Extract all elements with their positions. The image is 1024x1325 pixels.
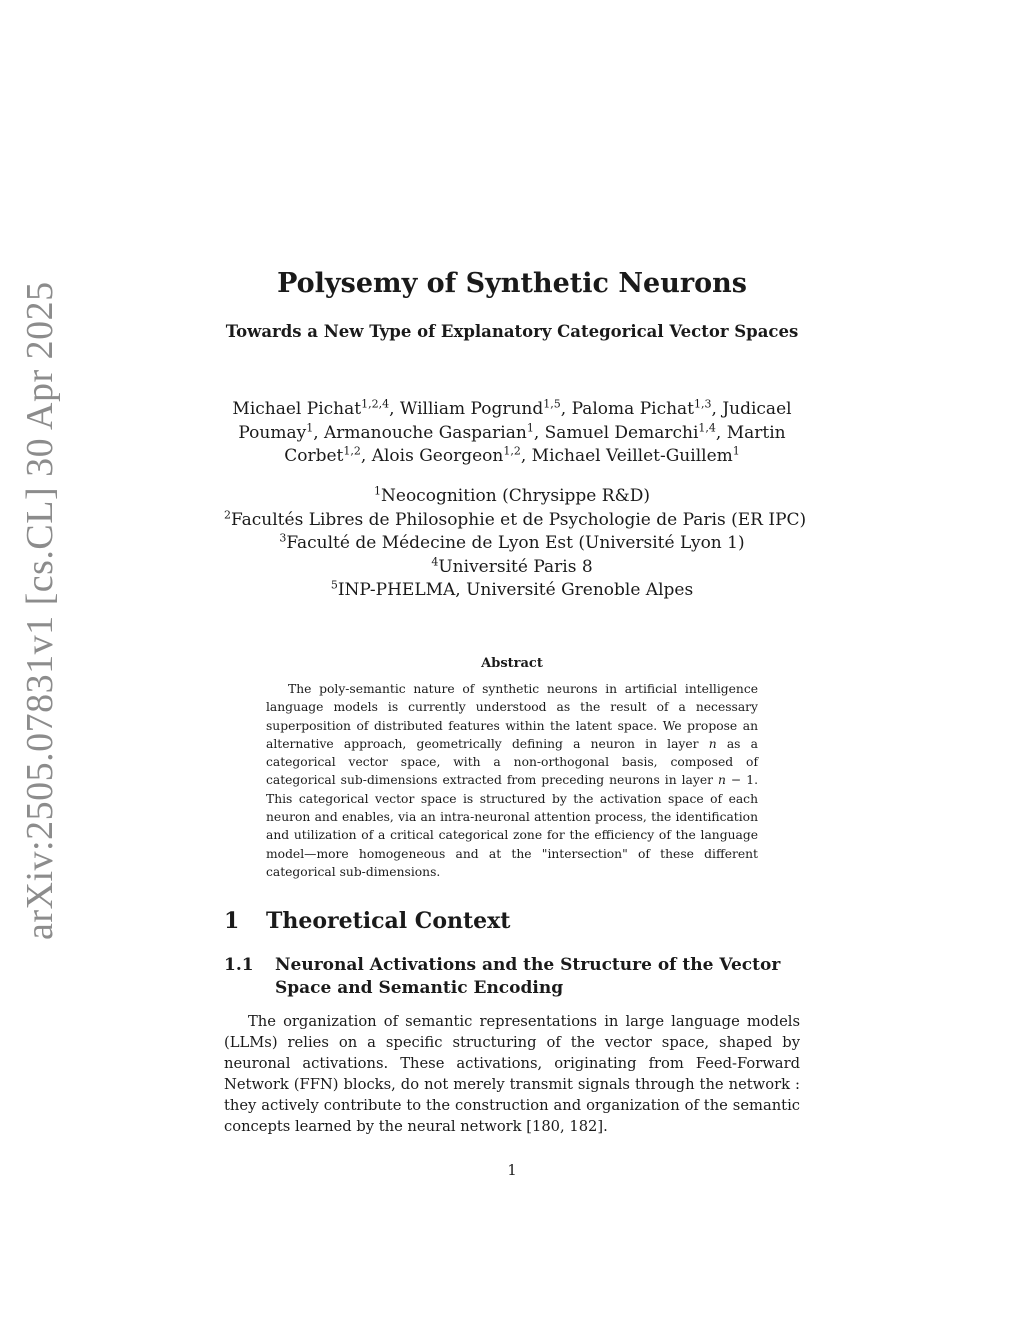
author-name: William Pogrund (399, 399, 544, 419)
abstract-text: The poly-semantic nature of synthetic neurons in artificial intelligence language models is currently understood as the result of a necessary superposition of distributed features within the latent space. We propose an alternative approach, geometrically defining a neuron in layer n as a categorical vector space, with a non-orthogonal basis, composed of categorical sub-dimensions extracted from preceding neurons in layer n − 1. This categorical vector space is structured by the activation space of each neuron and enables, via an intra-neuronal attention process, the identification and utilization of a critical categorical zone for the efficiency of the language model—more homogeneous and at the "intersection" of these different categorical sub-dimensions. (266, 682, 758, 879)
author-name: Judicael Poumay (238, 399, 792, 443)
math-variable: n (708, 736, 717, 751)
author-affiliation-marker: 1,3 (694, 397, 712, 411)
author-name: Martin Corbet (284, 422, 786, 466)
subsection-title: Neuronal Activations and the Structure of the Vector Space and Semantic Encoding (275, 955, 781, 998)
affiliation-item: $^2$Facultés Libres de Philosophie et de Psychologie de Paris (ER IPC) (224, 507, 807, 530)
section-number: 1 (224, 908, 240, 934)
subsection-number: 1.1 (224, 955, 254, 975)
author-name: Samuel Demarchi (544, 422, 699, 443)
author-affiliation-marker: 1 (732, 444, 740, 458)
affiliation-number: 1 (374, 484, 382, 498)
body-paragraph: The organization of semantic representations in large language models (LLMs) relies on a specific structuring of the vector space, shaped by neuronal activations. These activations, originating from Feed-Forward Network (FFN) blocks, do not merely transmit signals through the network : they actively contribute to the construction and organization of the semantic concepts learned by the neural network [180, 182]. (224, 1013, 800, 1135)
affiliation-item: $^5$INP-PHELMA, Université Grenoble Alpes (330, 578, 694, 600)
paper-title: Polysemy of Synthetic Neurons (277, 268, 747, 299)
section-title: Theoretical Context (266, 908, 511, 934)
affiliation-item: $^3$Faculté de Médecine de Lyon Est (Université Lyon 1) (279, 531, 745, 553)
author-list: Michael Pichat$^{1,2,4}$, William Pogrund$^{1,5}$, Paloma Pichat$^{1,3}$, Judicael Poumay$^1$, Armanouche Gasparian$^1$, Samuel Demarchi$^{1,4}$, Martin Corbet$^{1,2}$, Alois Georgeon$^{1,2}$, Michael Veillet-Guillem$^1$ (232, 397, 792, 466)
author-affiliation-marker: 1,4 (698, 420, 716, 434)
arxiv-identifier-stamp: arXiv:2505.07831v1 [cs.CL] 30 Apr 2025 (19, 281, 61, 940)
author-name: Paloma Pichat (571, 399, 695, 419)
author-affiliation-marker: 1,2,4 (361, 397, 390, 411)
affiliation-list (224, 484, 807, 603)
math-expression: − 1 (725, 773, 755, 788)
math-variable: n (718, 773, 726, 788)
paper-subtitle: Towards a New Type of Explanatory Categorical Vector Spaces (225, 322, 799, 341)
subsection-heading (224, 954, 800, 1000)
author-affiliation-marker: 1 (306, 420, 314, 434)
section-heading (224, 908, 800, 934)
affiliation-number: 5 (330, 578, 338, 592)
affiliation-number: 4 (431, 554, 439, 568)
abstract-heading: Abstract (481, 656, 543, 671)
author-affiliation-marker: 1,2 (503, 444, 521, 458)
author-affiliation-marker: 1,2 (343, 444, 361, 458)
author-affiliation-marker: 1,5 (543, 397, 561, 411)
page-number: 1 (507, 1162, 517, 1179)
affiliation-number: 3 (279, 531, 287, 545)
author-name: Alois Georgeon (371, 446, 504, 466)
author-affiliation-marker: 1 (526, 420, 534, 434)
author-name: Armanouche Gasparian (324, 422, 527, 443)
affiliation-item: $^1$Neocognition (Chrysippe R&D) (374, 484, 650, 506)
author-name: Michael Veillet-Guillem (531, 446, 733, 466)
affiliation-item: $^4$Université Paris 8 (431, 554, 593, 577)
affiliation-number: 2 (224, 507, 231, 521)
author-name: Michael Pichat (232, 399, 362, 419)
